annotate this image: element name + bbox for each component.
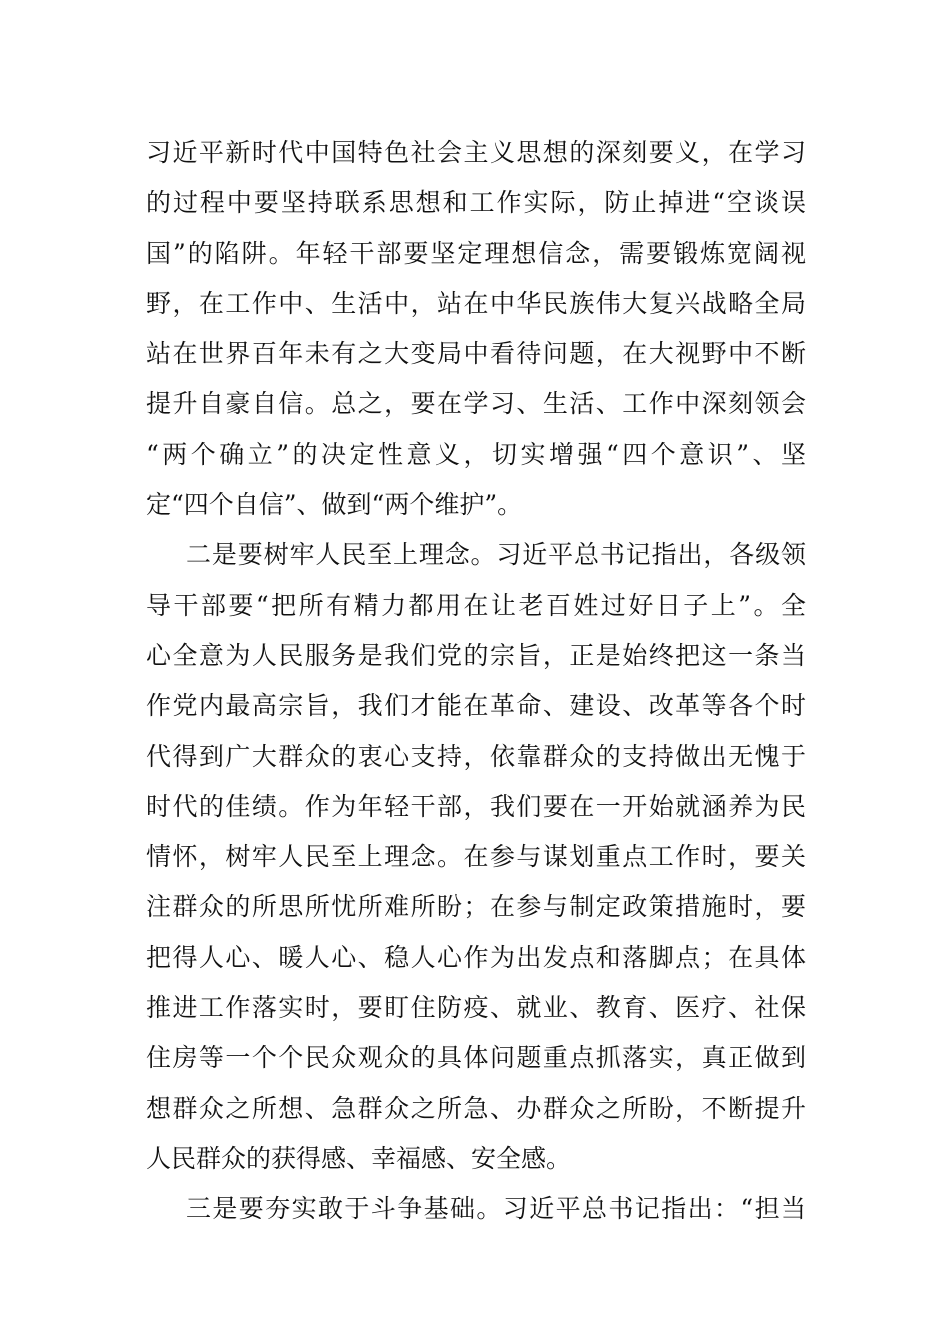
text-line: 想群众之所想、急群众之所急、办群众之所盼，不断提升 bbox=[146, 1093, 806, 1123]
text-line: 站在世界百年未有之大变局中看待问题，在大视野中不断 bbox=[146, 339, 806, 369]
text-line: 提升自豪自信。总之，要在学习、生活、工作中深刻领会 bbox=[146, 389, 806, 419]
text-line: 的过程中要坚持联系思想和工作实际，防止掉进“空谈误 bbox=[146, 188, 806, 218]
body-text bbox=[146, 128, 806, 1235]
text-line: 推进工作落实时，要盯住防疫、就业、教育、医疗、社保 bbox=[146, 993, 806, 1023]
paragraph-start-line: 二是要树牢人民至上理念。习近平总书记指出，各级领 bbox=[186, 540, 806, 570]
paragraph-start-line: 三是要夯实敢于斗争基础。习近平总书记指出：“担当 bbox=[186, 1194, 806, 1224]
text-line: 把得人心、暖人心、稳人心作为出发点和落脚点；在具体 bbox=[146, 942, 806, 972]
text-line: “两个确立”的决定性意义，切实增强“四个意识”、坚 bbox=[146, 439, 806, 469]
text-line: 定“四个自信”、做到“两个维护”。 bbox=[146, 490, 523, 520]
text-line: 国”的陷阱。年轻干部要坚定理想信念，需要锻炼宽阔视 bbox=[146, 238, 806, 268]
text-line: 野，在工作中、生活中，站在中华民族伟大复兴战略全局 bbox=[146, 288, 806, 318]
text-line: 注群众的所思所忧所难所盼；在参与制定政策措施时，要 bbox=[146, 892, 806, 922]
text-line: 时代的佳绩。作为年轻干部，我们要在一开始就涵养为民 bbox=[146, 791, 806, 821]
text-line: 习近平新时代中国特色社会主义思想的深刻要义，在学习 bbox=[146, 138, 806, 167]
text-line: 导干部要“把所有精力都用在让老百姓过好日子上”。全 bbox=[146, 590, 806, 620]
text-line: 代得到广大群众的衷心支持，依靠群众的支持做出无愧于 bbox=[146, 741, 806, 771]
text-line: 心全意为人民服务是我们党的宗旨，正是始终把这一条当 bbox=[146, 640, 806, 670]
text-line: 人民群众的获得感、幸福感、安全感。 bbox=[146, 1143, 572, 1173]
text-line: 住房等一个个民众观众的具体问题重点抓落实，真正做到 bbox=[146, 1043, 806, 1073]
text-line: 作党内最高宗旨，我们才能在革命、建设、改革等各个时 bbox=[146, 691, 806, 721]
text-line: 情怀，树牢人民至上理念。在参与谋划重点工作时，要关 bbox=[146, 842, 806, 872]
